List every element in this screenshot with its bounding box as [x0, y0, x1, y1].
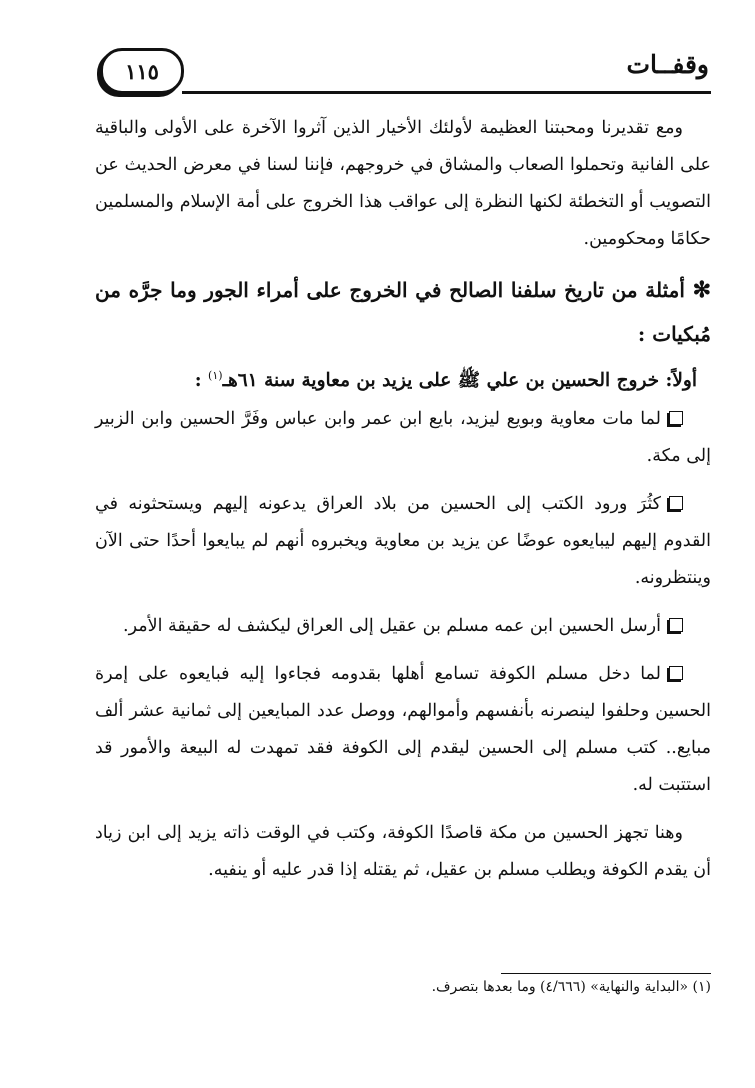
square-bullet-icon	[669, 496, 683, 510]
running-title: وقفــات	[626, 50, 709, 79]
bullet-text: لما دخل مسلم الكوفة تسامع أهلها بقدومه فجاءوا إليه فبايعوه على إمرة الحسين وحلفوا لينصرنه بأنفسهم وأموالهم، ووصل عدد المبايعين إلى ثمانية عشر ألف مبايع.. كتب مسلم إلى الحسين ليقدم إلى الكوفة فقد تمهدت له البيعة والأمور قد استتبت له.	[95, 664, 711, 796]
page-number: ١١٥	[125, 58, 159, 84]
bullet-paragraph	[95, 486, 711, 597]
bullet-paragraph	[95, 401, 711, 475]
bullet-text: أرسل الحسين ابن عمه مسلم بن عقيل إلى العراق ليكشف له حقيقة الأمر.	[123, 616, 661, 637]
footnote: (١) «البداية والنهاية» (٤/٦٦٦) وما بعدها بتصرف.	[431, 979, 711, 995]
page-number-badge	[100, 48, 184, 94]
bullet-text: كثُرَ ورود الكتب إلى الحسين من بلاد العراق يدعونه إليهم ويستحثونه في القدوم إليهم ليبايعوه عوضًا عن يزيد بن معاوية ويخبروه أنهم لم يبايعوا أحدًا حتى الآن وينتظرونه.	[95, 494, 711, 589]
header-divider	[182, 91, 711, 94]
footnote-reference[interactable]: (١)	[208, 369, 223, 382]
section-heading	[95, 268, 711, 356]
subheading-text: أولاً: خروج الحسين بن علي ﷺ على يزيد بن معاوية سنة ٦١هـ	[222, 370, 697, 392]
page-header	[96, 40, 711, 100]
closing-paragraph: وهنا تجهز الحسين من مكة قاصدًا الكوفة، وكتب في الوقت ذاته يزيد إلى ابن زياد أن يقدم الكوفة ويطلب مسلم بن عقيل، ثم يقتله إذا قدر عليه أو ينفيه.	[95, 823, 711, 881]
square-bullet-icon	[669, 666, 683, 680]
bullet-paragraph	[95, 656, 711, 804]
square-bullet-icon	[669, 618, 683, 632]
section-heading-text: أمثلة من تاريخ سلفنا الصالح في الخروج على أمراء الجور وما جرَّه من مُبكيات :	[95, 278, 711, 346]
subheading	[95, 356, 711, 401]
bullet-paragraph	[95, 608, 711, 645]
page-body	[95, 110, 711, 889]
square-bullet-icon	[669, 411, 683, 425]
subheading-tail: :	[194, 370, 209, 392]
intro-paragraph: ومع تقديرنا ومحبتنا العظيمة لأولئك الأخيار الذين آثروا الآخرة على الأولى والباقية على الفانية وتحملوا الصعاب والمشاق في خروجهم، فإننا لسنا في معرض الحديث عن التصويب أو التخطئة لكنها النظرة إلى عواقب هذا الخروج على أمة الإسلام والمسلمين حكامًا ومحكومين.	[95, 118, 711, 249]
bullet-text: لما مات معاوية وبويع ليزيد، بايع ابن عمر وابن عباس وفَرَّ الحسين وابن الزبير إلى مكة.	[95, 409, 711, 467]
asterisk-icon: ✻	[692, 277, 712, 303]
footnote-divider	[501, 973, 711, 974]
